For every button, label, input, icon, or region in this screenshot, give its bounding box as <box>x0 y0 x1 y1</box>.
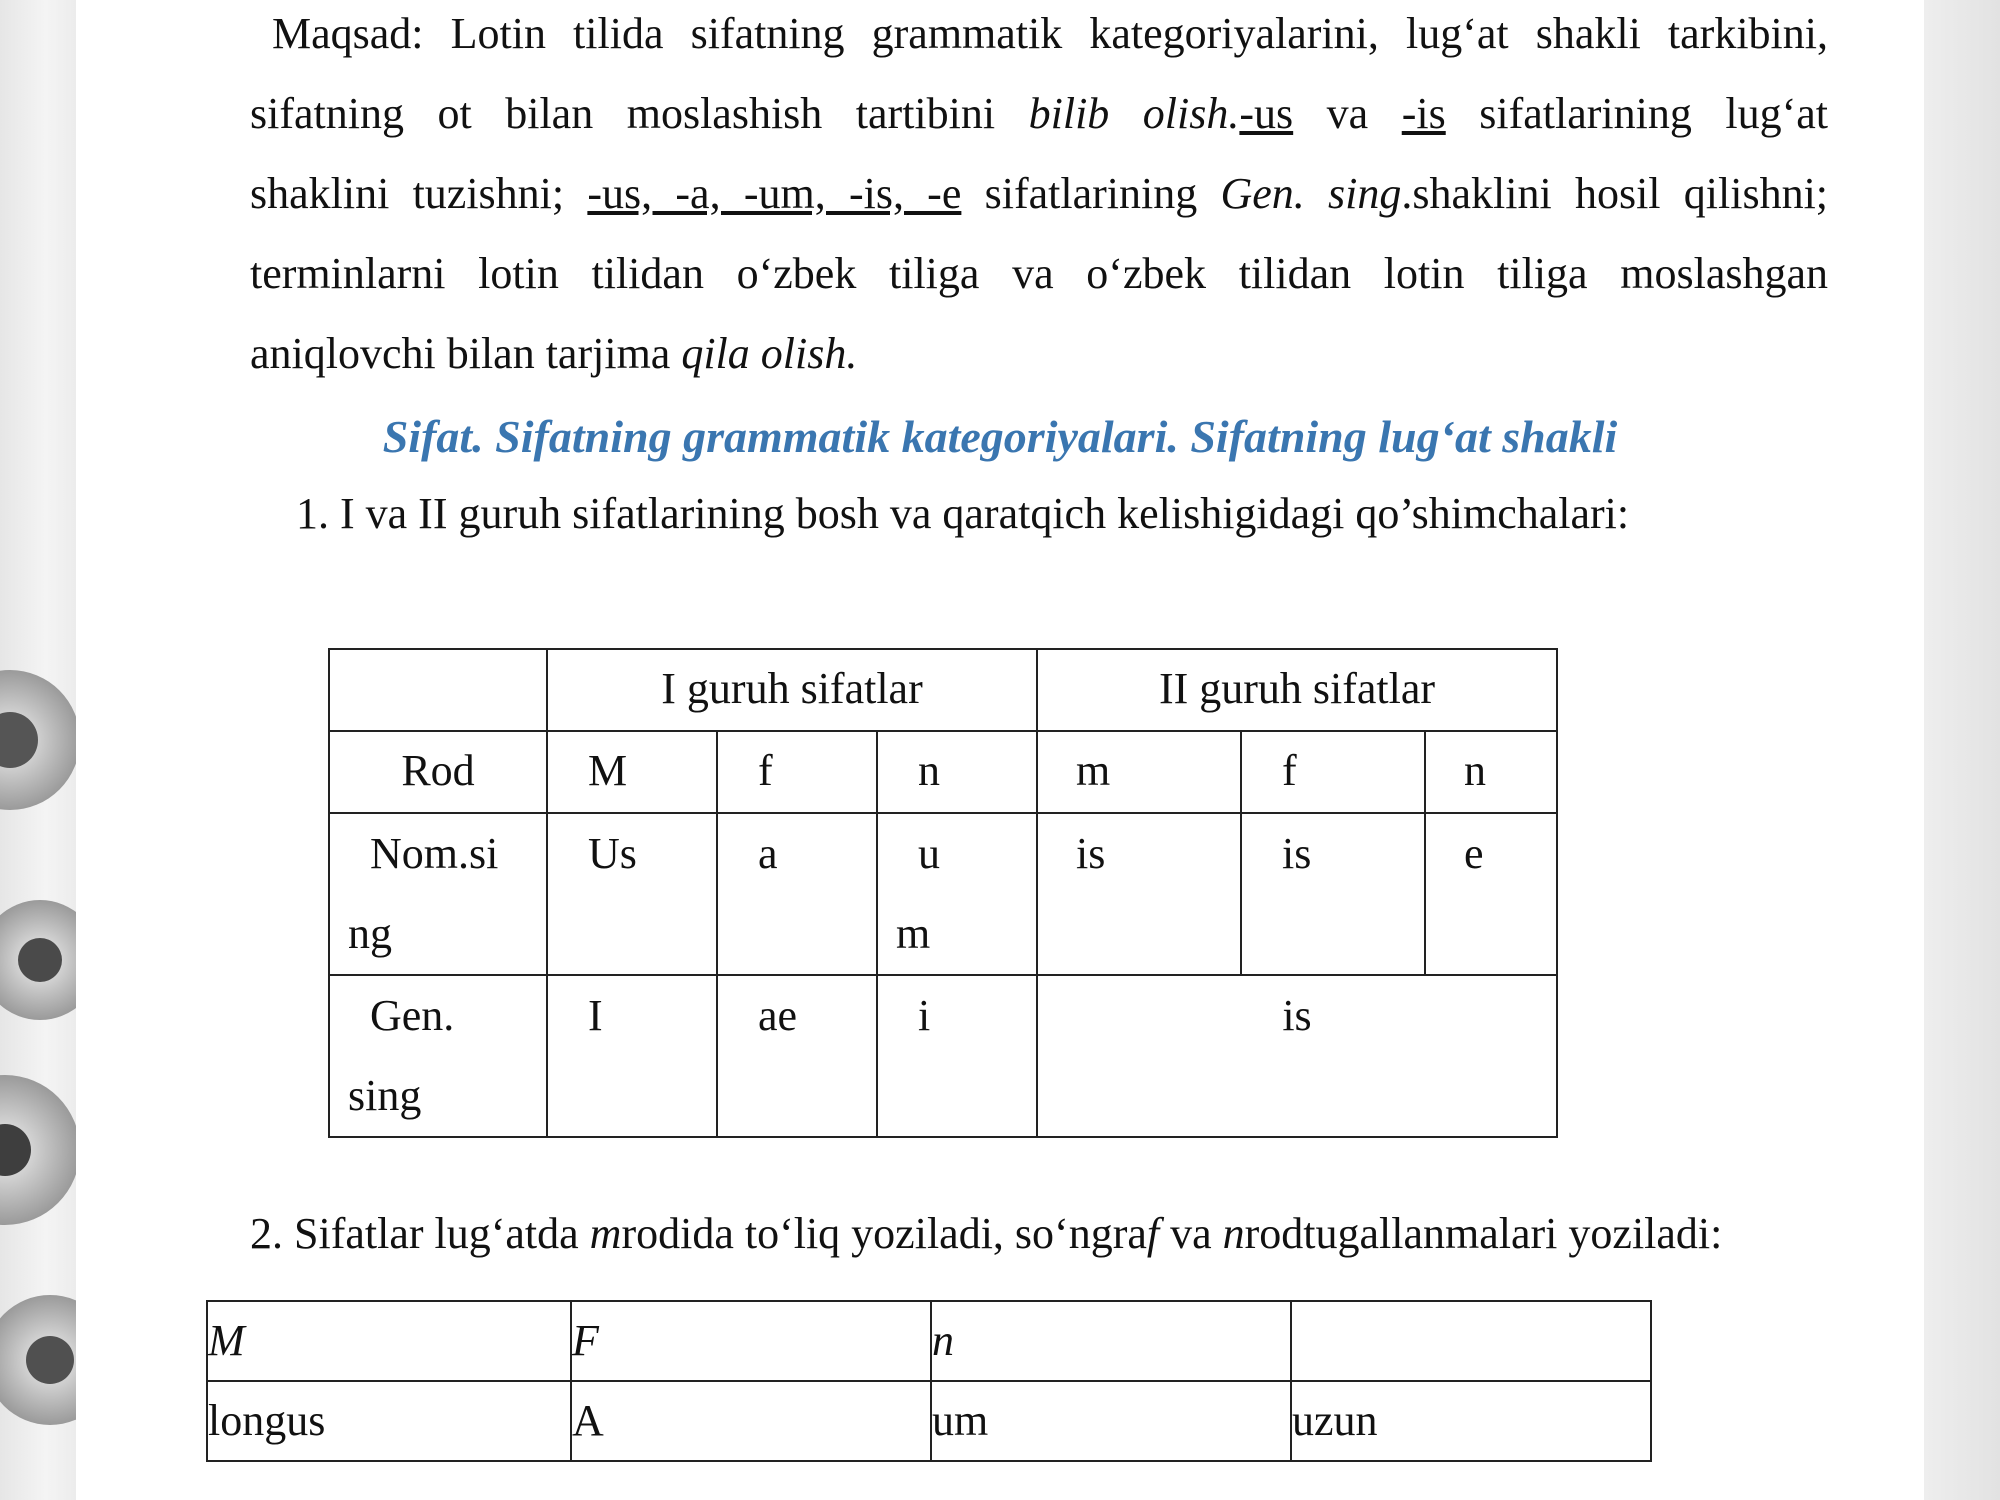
cell-um: um <box>931 1381 1291 1461</box>
gen-cell-merged: is <box>1037 975 1557 1137</box>
table-row <box>207 1381 1651 1461</box>
cell-uzun: uzun <box>1291 1381 1651 1461</box>
gender-cell: f <box>717 731 877 813</box>
empty-cell <box>329 649 547 731</box>
gender-cell: M <box>547 731 717 813</box>
nom-sing-label: Nom.si ng <box>329 813 547 975</box>
cell-a: A <box>571 1381 931 1461</box>
table-row <box>329 731 1557 813</box>
gen-sing-label: Gen. sing <box>329 975 547 1137</box>
nom-cell: e <box>1425 813 1557 975</box>
table-row <box>329 649 1557 731</box>
table-row <box>329 975 1557 1137</box>
section-heading: Sifat. Sifatning grammatik kategoriyalari. Sifatning lug‘at shakli <box>382 411 1618 462</box>
item-1-text: 1. I va II guruh sifatlarining bosh va qaratqich kelishigidagi qo’shimchalari: <box>296 489 1630 538</box>
nom-cell: u m <box>877 813 1037 975</box>
nom-cell: is <box>1037 813 1241 975</box>
cell-longus: longus <box>207 1381 571 1461</box>
gender-cell: m <box>1037 731 1241 813</box>
endings-table <box>328 648 1558 1138</box>
left-decorative-margin <box>0 0 76 1500</box>
right-decorative-margin <box>1924 0 2000 1500</box>
header-cell-empty <box>1291 1301 1651 1381</box>
nom-cell: a <box>717 813 877 975</box>
header-cell-f: F <box>571 1301 931 1381</box>
goal-line-2: sifatning ot bilan moslashish tartibini bilib olish.-us va -is sifatlarining lug‘at <box>250 89 1828 138</box>
header-cell-m: M <box>207 1301 571 1381</box>
table-row <box>207 1301 1651 1381</box>
gears-decoration <box>0 660 76 1500</box>
goal-line-4: terminlarni lotin tilidan o‘zbek tiliga va o‘zbek tilidan lotin tiliga moslashgan <box>250 249 1828 298</box>
group-1-header: I guruh sifatlar <box>547 649 1037 731</box>
goal-line-3: shaklini tuzishni; -us, -a, -um, -is, -e sifatlarining Gen. sing.shaklini hosil qilishni; <box>250 169 1829 218</box>
gen-cell: ae <box>717 975 877 1137</box>
header-cell-n: n <box>931 1301 1291 1381</box>
gen-cell: I <box>547 975 717 1137</box>
item-2-text: 2. Sifatlar lug‘atda mrodida to‘liq yoziladi, so‘ngraf va nrodtugallanmalari yoziladi: <box>250 1209 1723 1258</box>
gender-cell: n <box>877 731 1037 813</box>
table-row <box>329 813 1557 975</box>
goal-line-1: Maqsad: Lotin tilida sifatning grammatik kategoriyalarini, lug‘at shakli tarkibini, <box>272 9 1828 58</box>
rod-label: Rod <box>329 731 547 813</box>
goal-paragraph <box>250 0 1828 394</box>
gender-cell: n <box>1425 731 1557 813</box>
nom-cell: Us <box>547 813 717 975</box>
goal-line-5: aniqlovchi bilan tarjima qila olish. <box>250 329 858 378</box>
gen-cell: i <box>877 975 1037 1137</box>
nom-cell: is <box>1241 813 1425 975</box>
dictionary-form-table <box>206 1300 1652 1462</box>
group-2-header: II guruh sifatlar <box>1037 649 1557 731</box>
gender-cell: f <box>1241 731 1425 813</box>
